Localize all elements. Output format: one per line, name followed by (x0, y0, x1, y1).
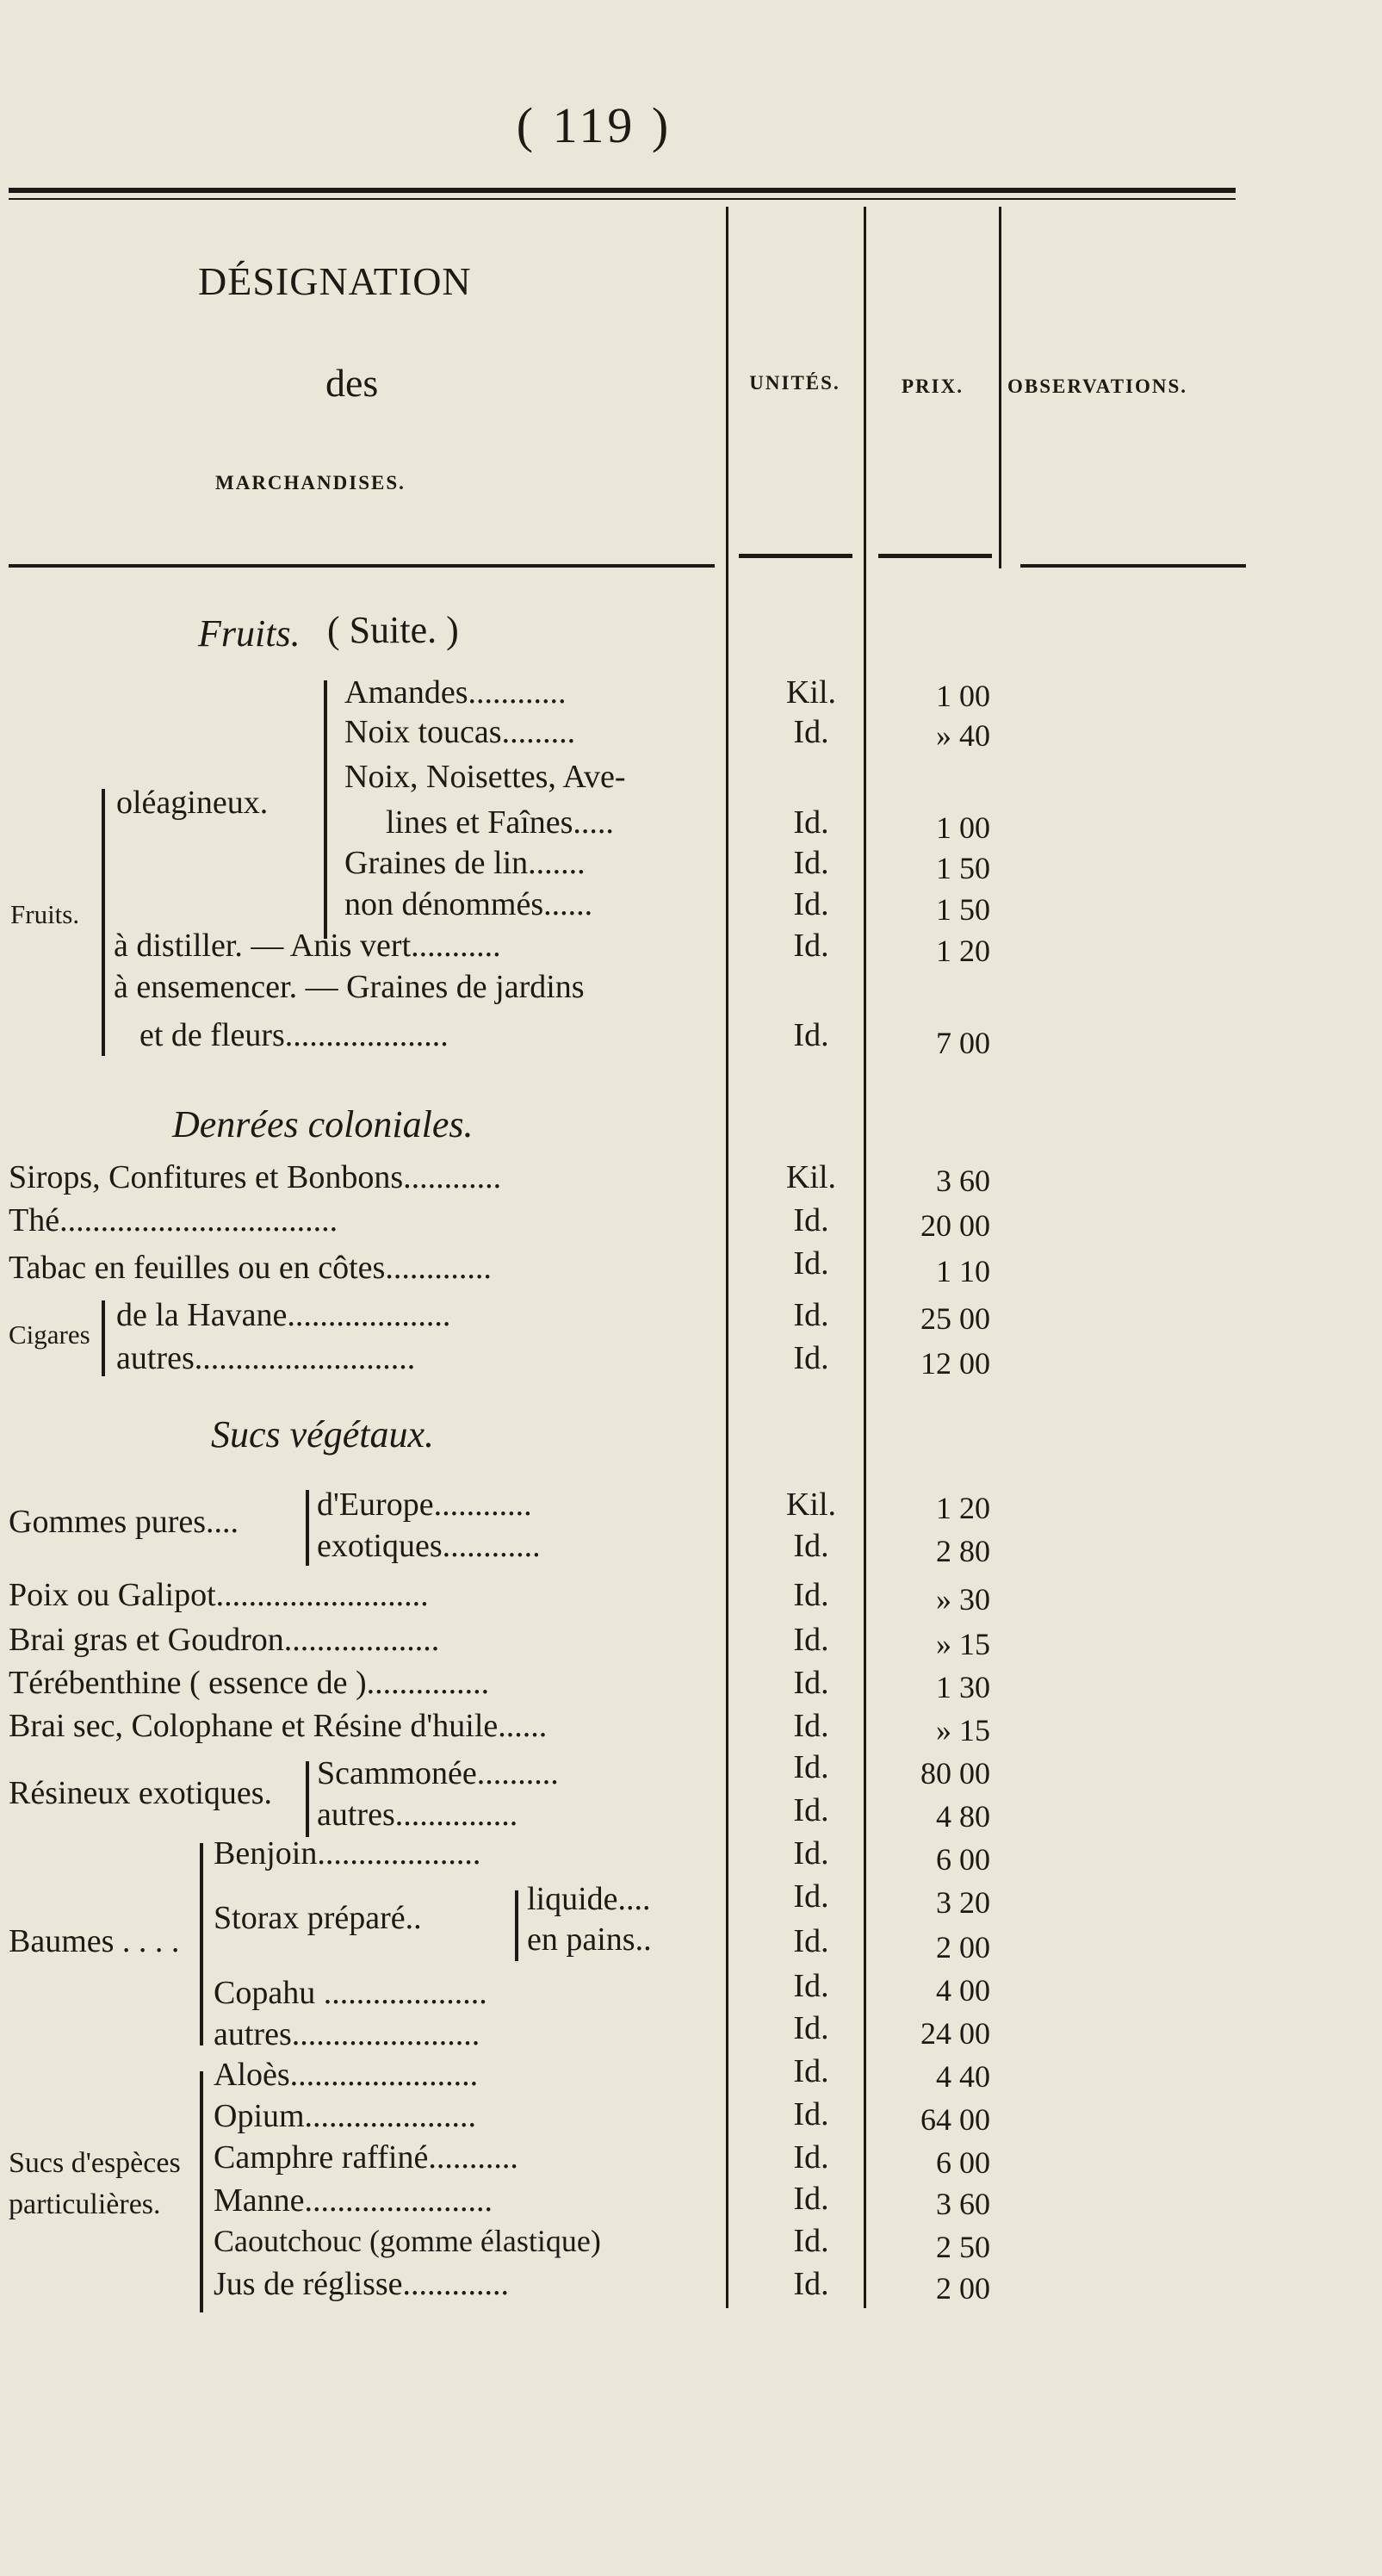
brace-fruits (102, 789, 105, 1056)
price-baumes-autres: 24 00 (920, 2016, 990, 2051)
row-resineux-autres: autres............... (317, 1797, 518, 1833)
row-sirops: Sirops, Confitures et Bonbons............ (9, 1159, 502, 1195)
row-non-denommes: non dénommés...... (344, 886, 593, 922)
header-rule-3 (878, 554, 992, 558)
row-benjoin: Benjoin.................... (214, 1835, 481, 1871)
unit-poix: Id. (793, 1577, 829, 1613)
header-designation: DÉSIGNATION (198, 259, 472, 303)
price-brai-gras: » 15 (936, 1627, 990, 1661)
row-a-ensemencer: à ensemencer. — Graines de jardins (114, 969, 585, 1005)
unit-amandes: Kil. (785, 674, 837, 711)
column-divider-1 (726, 207, 728, 2308)
row-storax-pains: en pains.. (527, 1921, 652, 1958)
row-amandes: Amandes............ (344, 674, 567, 711)
unit-non-denommes: Id. (793, 886, 829, 922)
price-sirops: 3 60 (936, 1164, 990, 1198)
header-rule-2 (739, 554, 852, 558)
brace-baumes (200, 1843, 203, 2045)
unit-scammonee: Id. (793, 1749, 829, 1785)
row-opium: Opium..................... (214, 2098, 477, 2134)
brace-resineux (306, 1761, 309, 1837)
row-graines-lin: Graines de lin....... (344, 845, 586, 881)
unit-sirops: Kil. (785, 1159, 837, 1195)
top-rule (9, 188, 1236, 193)
price-noix-toucas: » 40 (936, 718, 990, 753)
section-fruits: Fruits. (198, 612, 301, 655)
unit-brai-sec: Id. (793, 1708, 829, 1744)
row-noix-toucas: Noix toucas......... (344, 714, 576, 750)
row-brai-gras: Brai gras et Goudron................... (9, 1622, 440, 1658)
group-label-cigares: Cigares (9, 1319, 90, 1350)
brace-oleagineux (324, 680, 327, 939)
header-prix: PRIX. (902, 376, 964, 397)
row-the: Thé.................................. (9, 1202, 338, 1238)
unit-cigares-autres: Id. (793, 1340, 829, 1376)
price-non-denommes: 1 50 (936, 892, 990, 927)
column-divider-3 (999, 207, 1001, 568)
brace-gommes (306, 1490, 309, 1566)
unit-terebenthine: Id. (793, 1665, 829, 1701)
row-manne: Manne....................... (214, 2182, 493, 2219)
group-label-baumes: Baumes . . . . (9, 1923, 180, 1959)
header-rule-1 (9, 564, 715, 568)
unit-tabac: Id. (793, 1245, 829, 1282)
unit-benjoin: Id. (793, 1835, 829, 1871)
row-baumes-autres: autres....................... (214, 2016, 480, 2052)
group-label-oleagineux: oléagineux. (116, 785, 269, 821)
row-caoutchouc: Caoutchouc (gomme élastique) (214, 2224, 601, 2258)
row-avelines: lines et Faînes..... (386, 804, 614, 841)
group-label-fruits: Fruits. (10, 899, 80, 929)
price-scammonee: 80 00 (920, 1756, 990, 1791)
unit-exotiques: Id. (793, 1528, 829, 1564)
price-cigares-autres: 12 00 (920, 1346, 990, 1381)
price-jus-reglisse: 2 00 (936, 2271, 990, 2306)
price-poix: » 30 (936, 1582, 990, 1617)
row-storax: Storax préparé.. (214, 1900, 422, 1936)
price-storax-liquide: 3 20 (936, 1885, 990, 1920)
row-cigares-autres: autres........................... (116, 1340, 416, 1376)
unit-the: Id. (793, 1202, 829, 1238)
row-tabac: Tabac en feuilles ou en côtes............. (9, 1250, 492, 1286)
price-aloes: 4 40 (936, 2059, 990, 2094)
header-marchandises: MARCHANDISES. (215, 472, 406, 493)
price-europe: 1 20 (936, 1491, 990, 1525)
row-scammonee: Scammonée.......... (317, 1755, 559, 1791)
price-graines-lin: 1 50 (936, 851, 990, 885)
unit-a-distiller: Id. (793, 928, 829, 964)
price-resineux-autres: 4 80 (936, 1799, 990, 1834)
row-fleurs: et de fleurs.................... (139, 1017, 449, 1053)
price-opium: 64 00 (920, 2102, 990, 2137)
unit-copahu: Id. (793, 1968, 829, 2004)
price-amandes: 1 00 (936, 679, 990, 713)
unit-europe: Kil. (785, 1487, 837, 1523)
price-copahu: 4 00 (936, 1973, 990, 2008)
unit-havane: Id. (793, 1297, 829, 1333)
price-storax-pains: 2 00 (936, 1930, 990, 1965)
unit-avelines: Id. (793, 804, 829, 841)
row-camphre: Camphre raffiné........... (214, 2139, 518, 2176)
unit-storax-liquide: Id. (793, 1878, 829, 1915)
section-denrees: Denrées coloniales. (172, 1103, 474, 1145)
unit-brai-gras: Id. (793, 1622, 829, 1658)
brace-cigares (102, 1300, 105, 1376)
header-unites: UNITÉS. (749, 372, 840, 394)
group-label-resineux: Résineux exotiques. (9, 1775, 273, 1811)
price-benjoin: 6 00 (936, 1842, 990, 1877)
row-terebenthine: Térébenthine ( essence de )............... (9, 1665, 490, 1701)
header-rule-4 (1020, 564, 1246, 568)
row-havane: de la Havane.................... (116, 1297, 451, 1333)
unit-fleurs: Id. (793, 1017, 829, 1053)
row-europe: d'Europe............ (317, 1487, 532, 1523)
unit-caoutchouc: Id. (793, 2223, 829, 2259)
unit-camphre: Id. (793, 2139, 829, 2176)
price-a-distiller: 1 20 (936, 934, 990, 968)
price-avelines: 1 00 (936, 810, 990, 845)
row-jus-reglisse: Jus de réglisse............. (214, 2266, 510, 2302)
section-fruits-suite: ( Suite. ) (327, 609, 459, 651)
price-fleurs: 7 00 (936, 1026, 990, 1060)
unit-graines-lin: Id. (793, 845, 829, 881)
unit-noix-toucas: Id. (793, 714, 829, 750)
price-the: 20 00 (920, 1208, 990, 1243)
row-storax-liquide: liquide.... (527, 1881, 651, 1917)
price-havane: 25 00 (920, 1301, 990, 1336)
unit-jus-reglisse: Id. (793, 2266, 829, 2302)
price-camphre: 6 00 (936, 2145, 990, 2180)
row-copahu: Copahu .................... (214, 1975, 487, 2011)
row-brai-sec: Brai sec, Colophane et Résine d'huile...... (9, 1708, 548, 1744)
group-label-sucs-especes-1: Sucs d'espèces (9, 2147, 181, 2179)
header-des: des (325, 361, 379, 405)
unit-baumes-autres: Id. (793, 2010, 829, 2046)
unit-resineux-autres: Id. (793, 1792, 829, 1828)
unit-manne: Id. (793, 2181, 829, 2217)
section-sucs: Sucs végétaux. (211, 1413, 434, 1456)
unit-opium: Id. (793, 2096, 829, 2132)
price-tabac: 1 10 (936, 1254, 990, 1288)
unit-aloes: Id. (793, 2053, 829, 2089)
page-number: ( 119 ) (516, 97, 672, 153)
group-label-sucs-especes-2: particulières. (9, 2188, 161, 2220)
price-brai-sec: » 15 (936, 1713, 990, 1747)
row-aloes: Aloès....................... (214, 2057, 479, 2093)
top-rule-thin (9, 198, 1236, 200)
brace-storax (515, 1890, 518, 1961)
price-terebenthine: 1 30 (936, 1670, 990, 1704)
group-label-gommes-pures: Gommes pures.... (9, 1504, 239, 1540)
row-a-distiller: à distiller. — Anis vert........... (114, 928, 501, 964)
price-caoutchouc: 2 50 (936, 2230, 990, 2264)
price-exotiques: 2 80 (936, 1534, 990, 1568)
unit-storax-pains: Id. (793, 1923, 829, 1959)
row-noix-noisettes: Noix, Noisettes, Ave- (344, 759, 626, 795)
row-exotiques: exotiques............ (317, 1528, 541, 1564)
row-poix: Poix ou Galipot.......................... (9, 1577, 429, 1613)
header-observations: OBSERVATIONS. (1007, 376, 1188, 397)
brace-sucs-especes (200, 2071, 203, 2312)
price-manne: 3 60 (936, 2187, 990, 2221)
